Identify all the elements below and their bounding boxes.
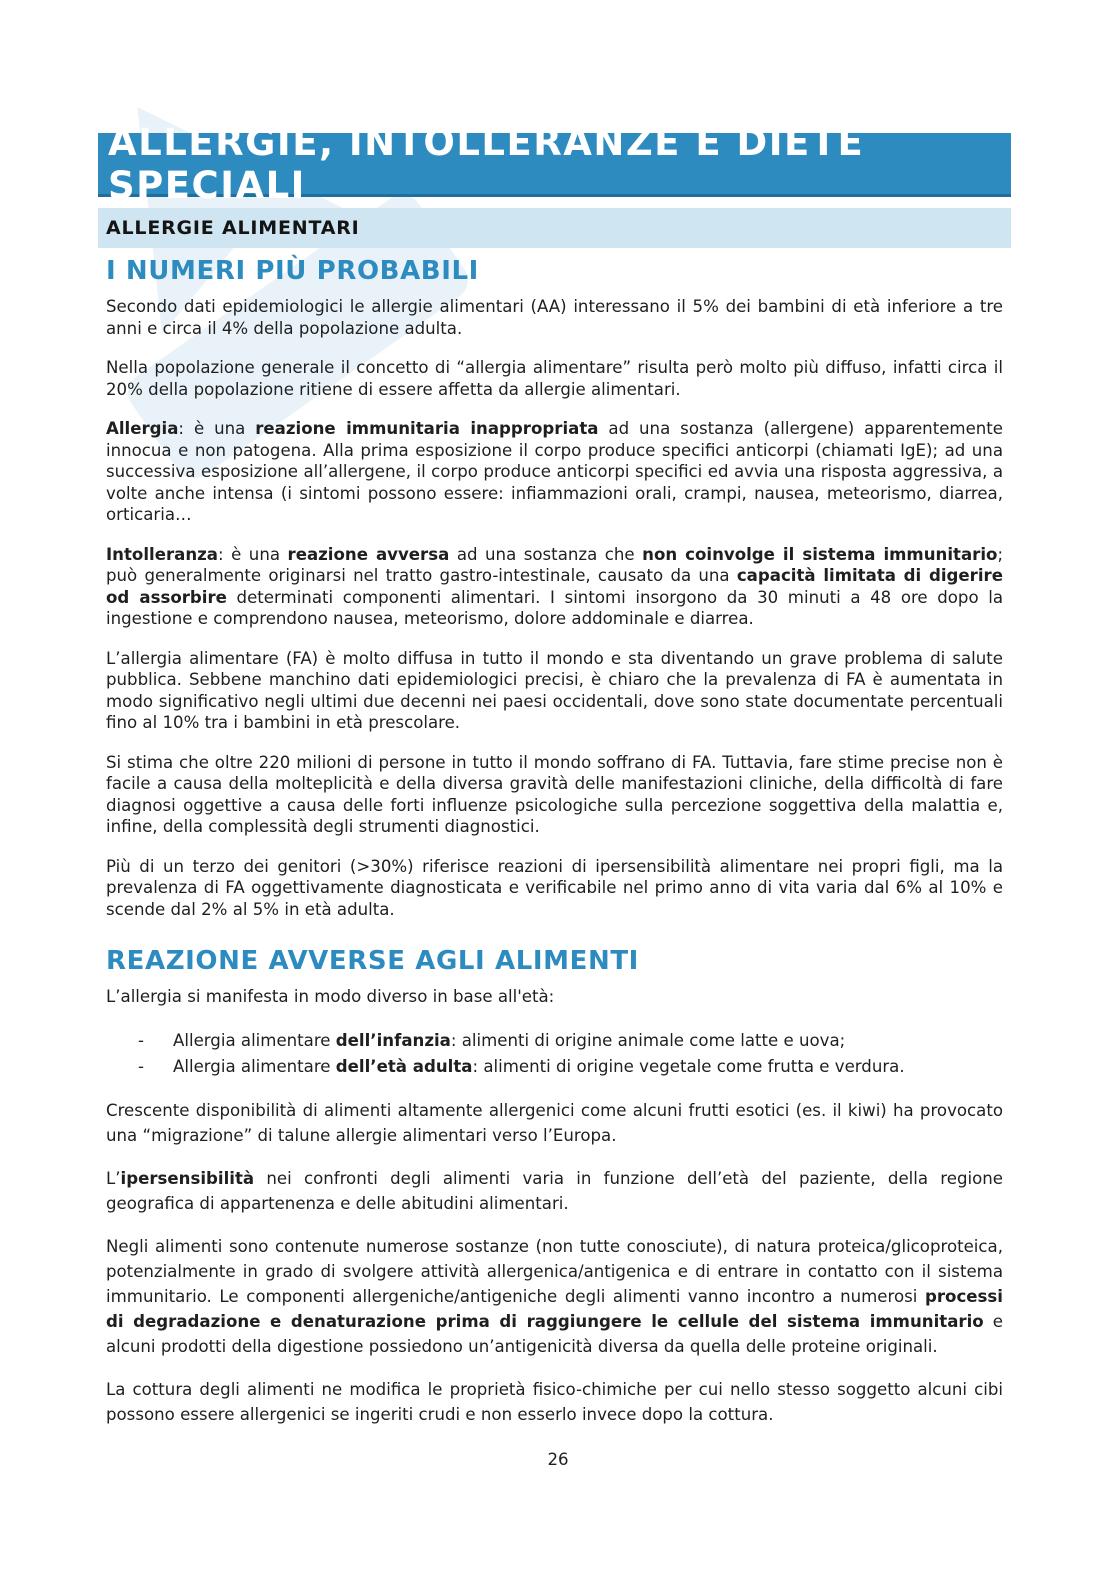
section-subtitle: ALLERGIE ALIMENTARI [106, 217, 360, 239]
text-span: ad una sostanza (allergene) apparentemente innocua e non patogena. Alla prima esposizione il corpo produce specifici anticorpi (chiamati IgE); ad una successiva esposizione all’allergene, il corpo produce anticorpi specifici ed avvia una risposta aggressiva, a volte anche intensa (i sintomi possono essere: infiammazioni orali, crampi, nausea, meteorismo, diarrea, orticaria… [106, 419, 1004, 524]
paragraph: Nella popolazione generale il concetto di “allergia alimentare” risulta però molto più diffuso, infatti circa il 20% della popolazione ritiene di essere affetta da allergie alimentari. [106, 358, 1003, 399]
list-item [106, 1056, 1003, 1078]
paragraph: Crescente disponibilità di alimenti altamente allergenici come alcuni frutti esotici (es. il kiwi) ha provocato una “migrazione” di talune allergie alimentari verso l’Europa. [106, 1100, 1003, 1145]
bold-span: reazione immunitaria inappropriata [255, 419, 599, 438]
bold-span: ipersensibilità [120, 1168, 255, 1188]
text-span: nei confronti degli alimenti varia in funzione dell’età del paziente, della regione geografica di appartenenza e delle abitudini alimentari. [106, 1168, 1003, 1213]
paragraph-intolleranza [106, 544, 1003, 630]
page-number: 26 [547, 1450, 569, 1469]
text-span: determinati componenti alimentari. I sintomi insorgono da 30 minuti a 48 ore dopo la ingestione e comprendono nausea, meteorismo, dolore addominale e diarrea. [106, 587, 1003, 628]
bold-span: processi di degradazione e denaturazione prima di raggiungere le cellule del sistema immunitario [106, 1286, 1003, 1331]
document-title: ALLERGIE, INTOLLERANZE E DIETE SPECIALI [108, 120, 865, 207]
bold-span: capacità limitata di digerire od assorbire [106, 566, 1003, 607]
paragraph: L’allergia alimentare (FA) è molto diffusa in tutto il mondo e sta diventando un grave problema di salute pubblica. Sebbene manchino dati epidemiologici precisi, è chiaro che la prevalenza di FA è aumentata in modo significativo negli ultimi due decenni nei paesi occidentali, dove sono state documentate percentuali fino al 10% tra i bambini in età prescolare. [106, 648, 1003, 732]
term-allergia: Allergia [106, 419, 179, 438]
text-span: : alimenti di origine animale come latte e uova; [450, 1030, 846, 1050]
section-subtitle-bar [98, 208, 1011, 248]
bold-span: dell’infanzia [335, 1030, 451, 1050]
text-span: ; può generalmente originarsi nel tratto gastro-intestinale, causato da una [106, 544, 1004, 585]
bold-span: reazione avversa [287, 544, 450, 564]
paragraph: La cottura degli alimenti ne modifica le proprietà fisico-chimiche per cui nello stesso soggetto alcuni cibi possono essere allergenici se ingeriti crudi e non esserlo invece dopo la cottura. [106, 1379, 1003, 1424]
list-dash: - [138, 1030, 144, 1050]
bold-span: non coinvolge il sistema immunitario [642, 544, 998, 564]
list-dash: - [138, 1057, 144, 1076]
paragraph-intro: L’allergia si manifesta in modo diverso in base all'età: [106, 987, 555, 1006]
text-span: L’ [106, 1168, 121, 1188]
age-allergy-list [106, 1030, 1003, 1078]
text-span: ad una sostanza che [449, 544, 643, 564]
paragraph-allergia [106, 418, 1003, 526]
paragraph-ipersensibilita [106, 1166, 1003, 1216]
text-span: Negli alimenti sono contenute numerose sostanze (non tutte conosciute), di natura proteica/glicoproteica, potenzialmente in grado di svolgere attività allergenica/antigenica e di entrare in contatto con il sistema immunitario. Le componenti allergeniche/antigeniche degli alimenti vanno incontro a numerosi [106, 1236, 1003, 1306]
text-span: : è una [218, 544, 288, 564]
paragraph-sostanze [106, 1234, 1003, 1359]
heading-row [106, 938, 1003, 986]
term-intolleranza: Intolleranza [106, 544, 218, 564]
heading-numeri: I NUMERI PIÙ PROBABILI [106, 256, 479, 287]
text-span: Allergia alimentare [173, 1057, 336, 1076]
page-content [106, 248, 1003, 1445]
paragraph: Secondo dati epidemiologici le allergie alimentari (AA) interessano il 5% dei bambini di età inferiore a tre anni e circa il 4% della popolazione adulta. [106, 297, 1003, 338]
document-title-bar [98, 120, 1011, 207]
heading-reazione: REAZIONE AVVERSE AGLI ALIMENTI [106, 946, 639, 977]
paragraph: Si stima che oltre 220 milioni di persone in tutto il mondo soffrano di FA. Tuttavia, fare stime precise non è facile a causa della molteplicità e della diversa gravità delle manifestazioni cliniche, della difficoltà di fare diagnosi oggettive a causa delle forti influenze psicologiche sulla percezione soggettiva della malattia e, infine, della complessità degli strumenti diagnostici. [106, 752, 1003, 836]
list-item [106, 1030, 1003, 1052]
heading-row [106, 248, 1003, 296]
bold-span: dell’età adulta [335, 1057, 473, 1076]
text-span: e alcuni prodotti della digestione possiedono un’antigenicità diversa da quella delle proteine originali. [106, 1311, 1003, 1356]
text-span: : è una [178, 419, 256, 438]
text-span: Allergia alimentare [173, 1030, 336, 1050]
paragraph: Più di un terzo dei genitori (>30%) riferisce reazioni di ipersensibilità alimentare nei propri figli, ma la prevalenza di FA oggettivamente diagnosticata e verificabile nel primo anno di vita varia dal 6% al 10% e scende dal 2% al 5% in età adulta. [106, 856, 1003, 919]
text-span: : alimenti di origine vegetale come frutta e verdura. [472, 1057, 905, 1076]
